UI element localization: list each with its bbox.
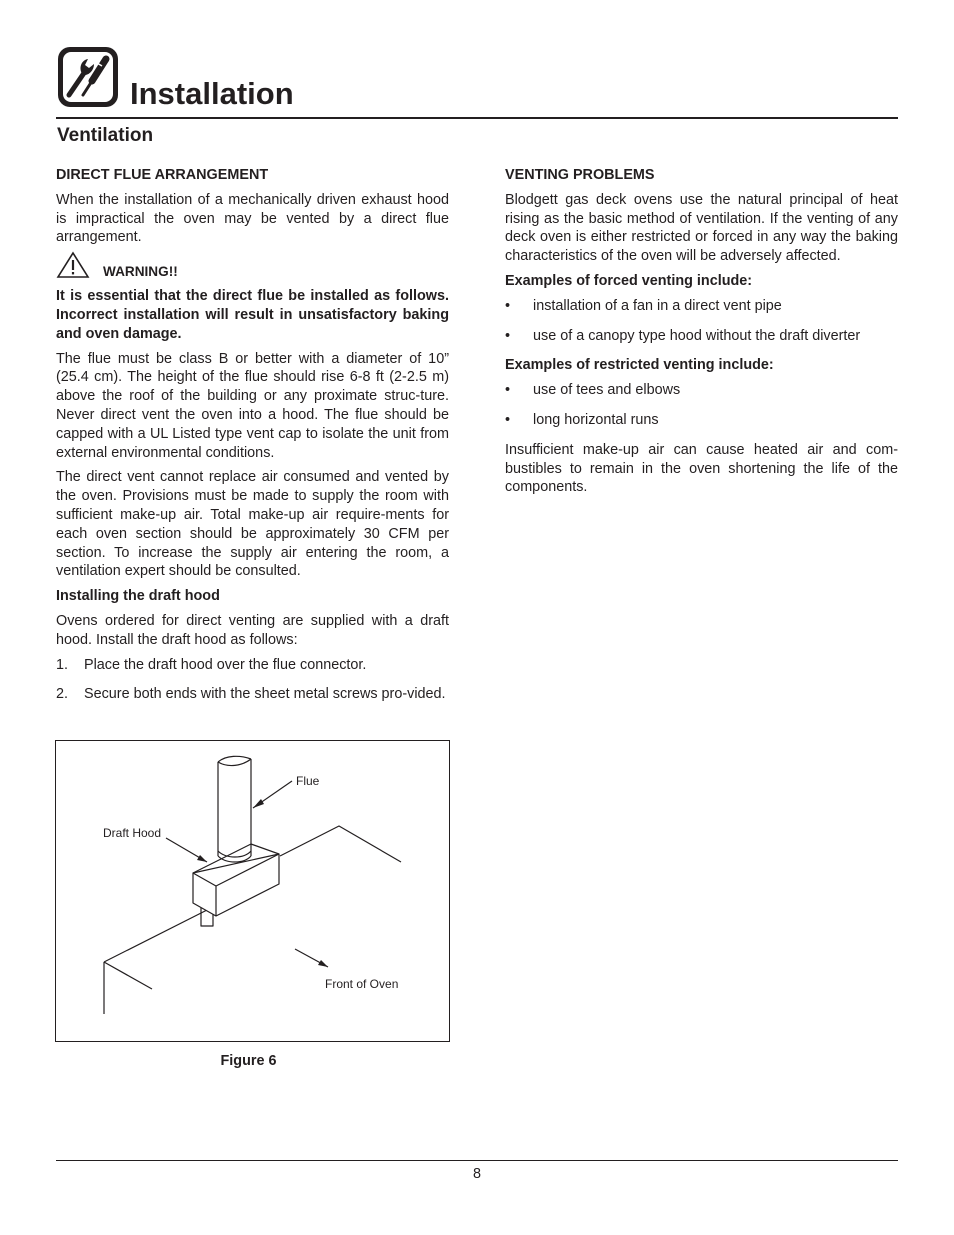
- list-item: [505, 297, 898, 316]
- header-rule: [56, 117, 898, 119]
- draft-hood-label: Draft Hood: [103, 826, 162, 840]
- section-title: Ventilation: [57, 125, 154, 146]
- venting-problems-heading: VENTING PROBLEMS: [505, 167, 655, 183]
- restricted-venting-heading: Examples of restricted venting include:: [505, 357, 774, 374]
- bullet-icon: •: [505, 327, 511, 344]
- list-item-text: use of a canopy type hood without the draft diverter: [533, 327, 861, 344]
- bullet-icon: •: [505, 382, 511, 399]
- bullet-icon: •: [505, 297, 511, 314]
- warning-text: It is essential that the direct flue be installed as follows. Incorrect installation will result in unsatisfactory baking and oven damage.: [56, 288, 449, 342]
- draft-hood-subheading: Installing the draft hood: [56, 588, 220, 605]
- step-text: Place the draft hood over the flue connector.: [84, 656, 367, 673]
- draft-hood-illustration: [56, 741, 449, 1041]
- install-step: [56, 656, 449, 675]
- left-column: [56, 166, 449, 715]
- list-item: [505, 381, 898, 400]
- front-of-oven-label: Front of Oven: [325, 977, 399, 991]
- forced-venting-heading: Examples of forced venting include:: [505, 272, 753, 289]
- draft-hood-intro: Ovens ordered for direct venting are supplied with a draft hood. Install the draft hood as follows:: [56, 612, 449, 648]
- page-title: Installation: [130, 76, 294, 111]
- install-steps: [56, 656, 449, 705]
- direct-flue-heading: DIRECT FLUE ARRANGEMENT: [56, 167, 269, 183]
- footer-rule: [56, 1160, 898, 1161]
- figure-caption: Figure 6: [220, 1053, 277, 1069]
- flue-label: Flue: [296, 774, 320, 788]
- wrench-screwdriver-icon: [56, 45, 120, 109]
- list-item-text: installation of a fan in a direct vent pipe: [533, 297, 782, 314]
- step-number: 1.: [56, 656, 69, 673]
- list-item: [505, 327, 898, 346]
- warning-title: WARNING!!: [103, 264, 178, 280]
- makeup-air-closing: Insufficient make-up air can cause heated air and com-bustibles to remain in the oven shortening the life of the components.: [505, 441, 898, 496]
- warning-triangle-icon: [56, 251, 90, 279]
- figure-6-diagram: [55, 740, 450, 1042]
- makeup-air-paragraph: The direct vent cannot replace air consumed and vented by the oven. Provisions must be made to supply the room with sufficient make-up air. Total make-up air require-ments for each oven section should be approximately 30 CFM per section. To increase the supply air entering the room, a ventilation expert should be consulted.: [56, 469, 449, 580]
- install-step: [56, 685, 449, 704]
- step-number: 2.: [56, 686, 69, 703]
- forced-venting-list: [505, 297, 898, 346]
- restricted-venting-list: [505, 381, 898, 430]
- page-number: 8: [472, 1166, 481, 1182]
- step-text: Secure both ends with the sheet metal screws pro-vided.: [84, 686, 446, 703]
- warning-block: [56, 257, 449, 343]
- list-item: [505, 411, 898, 430]
- direct-flue-intro: When the installation of a mechanically driven exhaust hood is impractical the oven may be vented by a direct flue arrangement.: [56, 191, 449, 246]
- right-column: [505, 166, 898, 503]
- venting-intro: Blodgett gas deck ovens use the natural principal of heat rising as the basic method of ventilation. If the venting of any deck oven is either restricted or forced in any way the baking characteristics of the oven will be adversely affected.: [505, 191, 898, 265]
- list-item-text: use of tees and elbows: [533, 382, 681, 399]
- list-item-text: long horizontal runs: [533, 411, 659, 428]
- flue-spec-paragraph: The flue must be class B or better with a diameter of 10” (25.4 cm). The height of the flue should rise 6-8 ft (2-2.5 m) above the roof of the building or any proximate struc-ture. Never direct vent the oven into a hood. The flue should be capped with a UL Listed type vent cap to isolate the unit from external environmental conditions.: [56, 350, 449, 461]
- bullet-icon: •: [505, 411, 511, 428]
